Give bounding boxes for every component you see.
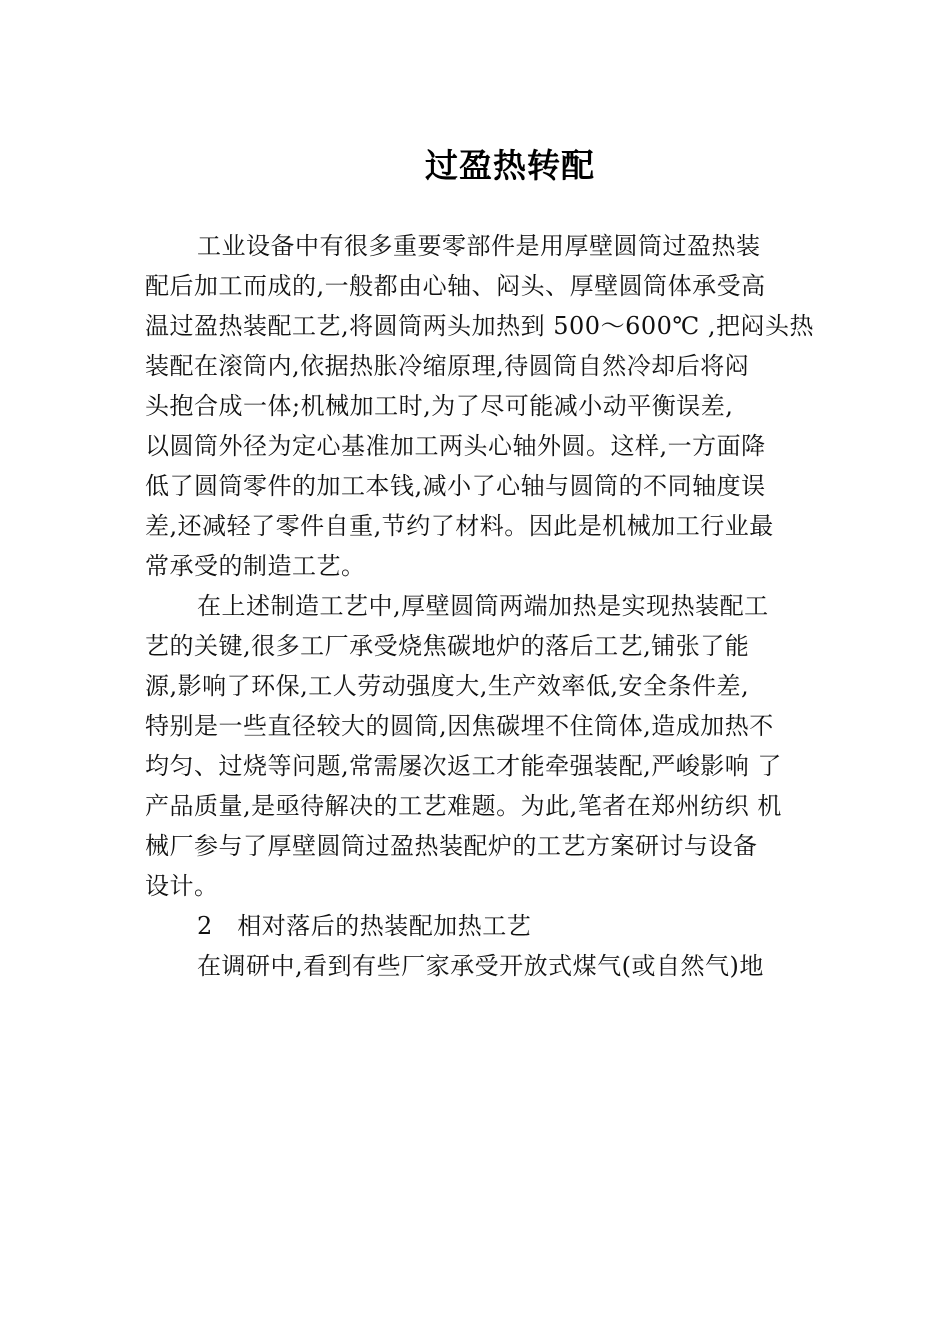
document-body: [145, 226, 835, 986]
paragraph-line: 均匀、过烧等问题,常需屡次返工才能牵强装配,严峻影响 了: [145, 752, 782, 780]
paragraph-line: 设计。: [145, 872, 219, 900]
paragraph-line: 艺的关键,很多工厂承受烧焦碳地炉的落后工艺,铺张了能: [145, 632, 750, 660]
paragraph-line: 以圆筒外径为定心基准加工两头心轴外圆。这样,一方面降: [145, 432, 766, 460]
paragraph-line: 工业设备中有很多重要零部件是用厚壁圆筒过盈热装: [197, 232, 761, 260]
paragraph-line: 源,影响了环保,工人劳动强度大,生产效率低,安全条件差,: [145, 672, 750, 700]
paragraph-line: 头抱合成一体;机械加工时,为了尽可能减小动平衡误差,: [145, 392, 734, 420]
paragraph-line: 温过盈热装配工艺,将圆筒两头加热到 500～600℃ ,把闷头热: [145, 312, 814, 340]
paragraph-line: 在调研中,看到有些厂家承受开放式煤气(或自然气)地: [197, 952, 764, 980]
document-title: 过盈热转配: [425, 146, 595, 185]
paragraph-line: 低了圆筒零件的加工本钱,减小了心轴与圆筒的不同轴度误: [145, 472, 766, 500]
paragraph-line: 特别是一些直径较大的圆筒,因焦碳埋不住筒体,造成加热不: [145, 712, 774, 740]
paragraph-line: 配后加工而成的,一般都由心轴、闷头、厚壁圆筒体承受高: [145, 272, 766, 300]
paragraph-line: 械厂参与了厚壁圆筒过盈热装配炉的工艺方案研讨与设备: [145, 832, 758, 860]
paragraph-line: 装配在滚筒内,依据热胀冷缩原理,待圆筒自然冷却后将闷: [145, 352, 750, 380]
paragraph-line: 常承受的制造工艺。: [145, 552, 366, 580]
paragraph-line: 在上述制造工艺中,厚壁圆筒两端加热是实现热装配工: [197, 592, 769, 620]
paragraph-line: 产品质量,是亟待解决的工艺难题。为此,笔者在郑州纺织 机: [145, 792, 782, 820]
paragraph-line: 差,还减轻了零件自重,节约了材料。因此是机械加工行业最: [145, 512, 774, 540]
section-heading: 2 相对落后的热装配加热工艺: [197, 912, 532, 940]
